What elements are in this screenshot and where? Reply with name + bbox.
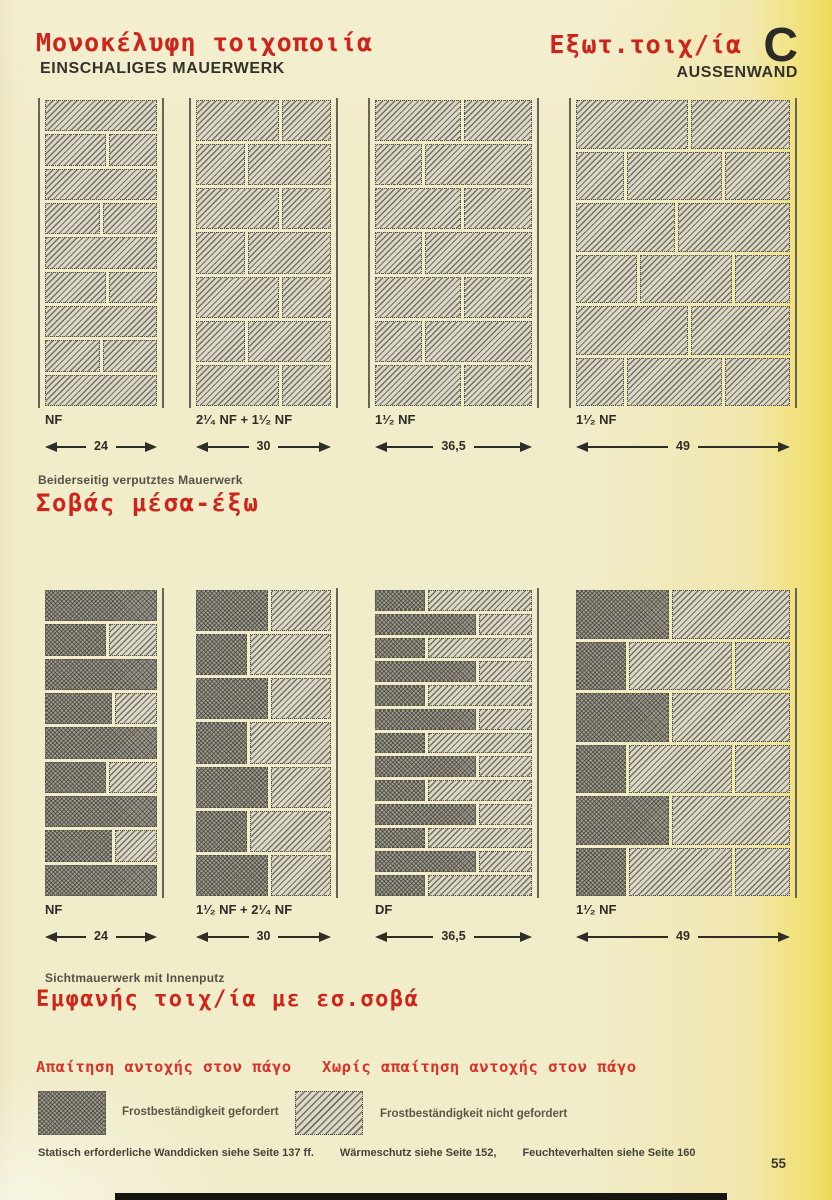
plaster-line-right	[336, 98, 338, 408]
dimension-line	[208, 936, 249, 938]
brick-course	[45, 100, 157, 131]
scan-edge-bar	[115, 1193, 727, 1200]
dimension-value: 30	[256, 929, 271, 943]
dimension-line	[116, 936, 145, 938]
dimension-line	[57, 446, 86, 448]
brick-frost-resistant	[45, 762, 106, 793]
dimension-value: 24	[94, 929, 108, 943]
dimension-line	[474, 936, 520, 938]
brick-frost-resistant	[375, 590, 425, 611]
brick-standard	[282, 277, 331, 318]
brick-standard	[725, 152, 790, 201]
dimension-value: 49	[676, 439, 690, 453]
plaster-line-left	[38, 98, 40, 408]
brick-frost-resistant	[576, 745, 626, 794]
brick-frost-resistant	[375, 614, 476, 635]
brick-course	[45, 693, 157, 724]
brick-standard	[109, 134, 157, 165]
wall-diagram-r1-nf	[45, 100, 157, 406]
brick-course	[576, 100, 790, 149]
caption-row1-german: Beiderseitig verputztes Mauerwerk	[38, 473, 243, 487]
brick-course	[576, 642, 790, 691]
wall-format-label: NF	[45, 412, 63, 427]
brick-course	[576, 306, 790, 355]
brick-course	[196, 144, 331, 185]
brick-standard	[629, 745, 732, 794]
brick-course	[375, 365, 532, 406]
brick-standard	[196, 100, 279, 141]
footer-reference-moisture: Feuchteverhalten siehe Seite 160	[522, 1147, 696, 1159]
brick-standard	[479, 804, 532, 825]
brick-course	[375, 590, 532, 611]
brick-standard	[375, 232, 422, 273]
brick-course	[45, 796, 157, 827]
brick-standard	[375, 188, 461, 229]
arrowhead-left-icon	[45, 932, 57, 942]
brick-standard	[672, 590, 790, 639]
brick-standard	[691, 306, 790, 355]
brick-frost-resistant	[45, 865, 157, 896]
brick-standard	[464, 188, 532, 229]
arrowhead-right-icon	[520, 442, 532, 452]
brick-course	[375, 614, 532, 635]
brick-standard	[45, 272, 106, 303]
brick-standard	[248, 321, 331, 362]
brick-frost-resistant	[196, 855, 268, 896]
brick-course	[196, 678, 331, 719]
footer-reference-thermal: Wärmeschutz siehe Seite 152,	[339, 1147, 497, 1159]
brick-course	[375, 709, 532, 730]
brick-frost-resistant	[196, 678, 268, 719]
brick-standard	[629, 642, 732, 691]
section-letter: C	[763, 19, 798, 72]
dimension-arrow	[196, 440, 331, 454]
brick-frost-resistant	[375, 804, 476, 825]
brick-standard	[196, 365, 279, 406]
wall-format-label: 2¹⁄₄ NF + 1¹⁄₂ NF	[196, 412, 293, 427]
brick-frost-resistant	[196, 634, 247, 675]
dimension-value: 49	[676, 929, 690, 943]
brick-standard	[672, 796, 790, 845]
brick-standard	[248, 232, 331, 273]
dimension-line	[588, 446, 668, 448]
dimension-value: 36,5	[441, 929, 466, 943]
plaster-line-left	[569, 98, 571, 408]
arrowhead-right-icon	[778, 442, 790, 452]
brick-standard	[576, 100, 688, 149]
brick-course	[576, 796, 790, 845]
brick-frost-resistant	[196, 767, 268, 808]
plaster-line-right	[795, 98, 797, 408]
wall-format-label: 1¹⁄₂ NF	[375, 412, 416, 427]
brick-course	[576, 255, 790, 304]
brick-standard	[375, 277, 461, 318]
brick-standard	[282, 100, 331, 141]
brick-standard	[250, 634, 331, 675]
arrowhead-right-icon	[319, 932, 331, 942]
brick-standard	[375, 321, 422, 362]
brick-standard	[576, 203, 675, 252]
page-title-german: EINSCHALIGES MAUERWERK	[40, 60, 285, 77]
brick-course	[45, 624, 157, 655]
dimension-arrow	[576, 930, 790, 944]
brick-frost-resistant	[375, 780, 425, 801]
brick-frost-resistant	[45, 727, 157, 758]
brick-frost-resistant	[375, 875, 425, 896]
brick-standard	[464, 365, 532, 406]
dimension-line	[278, 446, 319, 448]
brick-course	[375, 277, 532, 318]
brick-standard	[678, 203, 790, 252]
brick-course	[375, 321, 532, 362]
plaster-line-right	[795, 588, 797, 898]
brick-standard	[271, 590, 331, 631]
wall-diagram-r2-15nf-a	[196, 590, 331, 896]
brick-standard	[250, 811, 331, 852]
brick-course	[576, 693, 790, 742]
brick-frost-resistant	[375, 709, 476, 730]
brick-standard	[576, 306, 688, 355]
brick-standard	[464, 277, 532, 318]
brick-course	[196, 722, 331, 763]
brick-standard	[479, 756, 532, 777]
brick-course	[576, 590, 790, 639]
brick-course	[196, 232, 331, 273]
brick-standard	[282, 365, 331, 406]
brick-standard	[640, 255, 733, 304]
plaster-line-right	[162, 98, 164, 408]
dimension-line	[116, 446, 145, 448]
brick-standard	[375, 365, 461, 406]
brick-standard	[425, 321, 532, 362]
brick-course	[45, 762, 157, 793]
brick-frost-resistant	[375, 828, 425, 849]
brick-course	[45, 169, 157, 200]
brick-course	[45, 830, 157, 861]
brick-course	[45, 134, 157, 165]
brick-standard	[428, 638, 532, 659]
frost-not-required-swatch	[295, 1091, 363, 1135]
brick-course	[45, 659, 157, 690]
dimension-line	[474, 446, 520, 448]
brick-course	[375, 638, 532, 659]
arrowhead-right-icon	[319, 442, 331, 452]
brick-standard	[196, 321, 245, 362]
brick-standard	[375, 144, 422, 185]
brick-course	[576, 152, 790, 201]
brick-frost-resistant	[375, 851, 476, 872]
brick-standard	[479, 851, 532, 872]
brick-standard	[725, 358, 790, 407]
plaster-line-right	[162, 588, 164, 898]
plaster-line-left	[368, 98, 370, 408]
brick-course	[45, 590, 157, 621]
wall-diagram-r1-15nf-a	[375, 100, 532, 406]
brick-frost-resistant	[45, 796, 157, 827]
wall-format-label: DF	[375, 902, 393, 917]
brick-standard	[375, 100, 461, 141]
brick-course	[196, 100, 331, 141]
brick-course	[375, 875, 532, 896]
brick-standard	[250, 722, 331, 763]
brick-standard	[109, 272, 157, 303]
dimension-line	[698, 446, 778, 448]
brick-standard	[196, 232, 245, 273]
header-right-title-german: AUSSENWAND	[676, 64, 798, 81]
brick-standard	[735, 745, 790, 794]
brick-standard	[115, 693, 157, 724]
arrowhead-left-icon	[375, 442, 387, 452]
brick-course	[45, 375, 157, 406]
brick-standard	[428, 828, 532, 849]
brick-standard	[479, 614, 532, 635]
brick-standard	[271, 678, 331, 719]
brick-standard	[196, 188, 279, 229]
brick-standard	[464, 100, 532, 141]
caption-row2-german: Sichtmauerwerk mit Innenputz	[45, 971, 225, 985]
brick-frost-resistant	[196, 722, 247, 763]
brick-standard	[576, 152, 624, 201]
brick-frost-resistant	[45, 624, 106, 655]
brick-standard	[45, 340, 100, 371]
dimension-line	[57, 936, 86, 938]
brick-standard	[629, 848, 732, 897]
brick-standard	[428, 685, 532, 706]
legend-header-frost-not-required: Χωρίς απαίτηση αντοχής στον πάγο	[322, 1058, 637, 1076]
brick-course	[375, 144, 532, 185]
wall-diagram-r2-df	[375, 590, 532, 896]
brick-standard	[271, 855, 331, 896]
wall-diagram-r1-15nf-b	[576, 100, 790, 406]
arrowhead-right-icon	[145, 442, 157, 452]
dimension-arrow	[375, 930, 532, 944]
plaster-line-right	[537, 588, 539, 898]
brick-frost-resistant	[375, 756, 476, 777]
brick-standard	[45, 203, 100, 234]
wall-diagram-r2-nf	[45, 590, 157, 896]
plaster-line-right	[336, 588, 338, 898]
arrowhead-right-icon	[778, 932, 790, 942]
arrowhead-left-icon	[576, 442, 588, 452]
brick-frost-resistant	[45, 590, 157, 621]
brick-standard	[627, 152, 722, 201]
arrowhead-left-icon	[196, 442, 208, 452]
brick-frost-resistant	[45, 659, 157, 690]
brick-frost-resistant	[45, 693, 112, 724]
brick-frost-resistant	[196, 590, 268, 631]
brick-standard	[45, 100, 157, 131]
brick-course	[196, 365, 331, 406]
wall-diagram-r2-15nf-b	[576, 590, 790, 896]
arrowhead-left-icon	[196, 932, 208, 942]
brick-standard	[735, 848, 790, 897]
brick-standard	[109, 762, 157, 793]
caption-row1-greek: Σοβάς μέσα-έξω	[36, 489, 260, 517]
plaster-line-right	[537, 98, 539, 408]
brick-frost-resistant	[375, 638, 425, 659]
brick-standard	[45, 169, 157, 200]
frost-required-swatch	[38, 1091, 106, 1135]
arrowhead-right-icon	[145, 932, 157, 942]
brick-course	[375, 661, 532, 682]
brick-standard	[672, 693, 790, 742]
brick-course	[375, 685, 532, 706]
dimension-line	[208, 446, 249, 448]
dimension-arrow	[576, 440, 790, 454]
brick-standard	[576, 255, 637, 304]
dimension-arrow	[375, 440, 532, 454]
brick-course	[45, 727, 157, 758]
brick-standard	[196, 277, 279, 318]
brick-frost-resistant	[196, 811, 247, 852]
brick-course	[576, 745, 790, 794]
brick-course	[375, 804, 532, 825]
brick-course	[45, 237, 157, 268]
brick-course	[45, 865, 157, 896]
brick-course	[45, 272, 157, 303]
legend-label-frost-not-required: Frostbeständigkeit nicht gefordert	[380, 1108, 568, 1120]
wall-format-label: 1¹⁄₂ NF	[576, 902, 617, 917]
brick-standard	[248, 144, 331, 185]
brick-frost-resistant	[576, 796, 669, 845]
brick-standard	[45, 134, 106, 165]
dimension-line	[698, 936, 778, 938]
brick-standard	[735, 642, 790, 691]
brick-course	[196, 634, 331, 675]
legend-label-frost-required: Frostbeständigkeit gefordert	[122, 1106, 279, 1118]
brick-standard	[196, 144, 245, 185]
arrowhead-right-icon	[520, 932, 532, 942]
brick-frost-resistant	[576, 590, 669, 639]
brick-frost-resistant	[576, 848, 626, 897]
brick-course	[375, 733, 532, 754]
dimension-value: 36,5	[441, 439, 466, 453]
brick-frost-resistant	[375, 733, 425, 754]
brick-standard	[115, 830, 157, 861]
brick-course	[576, 203, 790, 252]
arrowhead-left-icon	[45, 442, 57, 452]
brick-frost-resistant	[375, 661, 476, 682]
page-number: 55	[771, 1156, 787, 1171]
brick-standard	[425, 232, 532, 273]
brick-standard	[45, 237, 157, 268]
brick-course	[196, 767, 331, 808]
brick-course	[375, 100, 532, 141]
brick-course	[45, 306, 157, 337]
brick-course	[375, 232, 532, 273]
brick-course	[196, 277, 331, 318]
dimension-arrow	[45, 440, 157, 454]
brick-standard	[627, 358, 722, 407]
brick-standard	[103, 340, 158, 371]
brick-standard	[428, 733, 532, 754]
brick-course	[45, 340, 157, 371]
brick-course	[196, 188, 331, 229]
arrowhead-left-icon	[576, 932, 588, 942]
brick-standard	[428, 780, 532, 801]
brick-standard	[479, 661, 532, 682]
arrowhead-left-icon	[375, 932, 387, 942]
brick-standard	[428, 590, 532, 611]
brick-course	[576, 358, 790, 407]
brick-standard	[428, 875, 532, 896]
dimension-arrow	[45, 930, 157, 944]
brick-standard	[109, 624, 157, 655]
dimension-value: 24	[94, 439, 108, 453]
footer-references	[38, 1147, 721, 1159]
caption-row2-greek: Εμφανής τοιχ/ία με εσ.σοβά	[36, 987, 420, 1012]
brick-standard	[271, 767, 331, 808]
brick-standard	[282, 188, 331, 229]
brick-standard	[45, 306, 157, 337]
brick-standard	[425, 144, 532, 185]
brick-standard	[45, 375, 157, 406]
brick-course	[196, 321, 331, 362]
footer-reference-static: Statisch erforderliche Wanddicken siehe Seite 137 ff.	[38, 1147, 314, 1159]
wall-diagram-r1-2nf	[196, 100, 331, 406]
dimension-line	[588, 936, 668, 938]
dimension-line	[387, 446, 433, 448]
brick-standard	[479, 709, 532, 730]
brick-course	[375, 780, 532, 801]
legend-header-frost-required: Απαίτηση αντοχής στον πάγο	[36, 1058, 292, 1076]
dimension-line	[278, 936, 319, 938]
plaster-line-left	[189, 98, 191, 408]
brick-course	[196, 811, 331, 852]
brick-frost-resistant	[45, 830, 112, 861]
brick-course	[196, 855, 331, 896]
dimension-arrow	[196, 930, 331, 944]
brick-standard	[103, 203, 158, 234]
brick-course	[375, 756, 532, 777]
brick-frost-resistant	[576, 693, 669, 742]
wall-format-label: 1¹⁄₂ NF + 2¹⁄₄ NF	[196, 902, 293, 917]
wall-format-label: NF	[45, 902, 63, 917]
brick-standard	[691, 100, 790, 149]
header-right-title-greek: Εξωτ.τοιχ/ία	[549, 30, 742, 59]
brick-frost-resistant	[576, 642, 626, 691]
dimension-line	[387, 936, 433, 938]
brick-course	[375, 851, 532, 872]
brick-course	[576, 848, 790, 897]
brick-course	[375, 188, 532, 229]
brick-standard	[576, 358, 624, 407]
brick-course	[375, 828, 532, 849]
wall-format-label: 1¹⁄₂ NF	[576, 412, 617, 427]
brick-frost-resistant	[375, 685, 425, 706]
brick-standard	[735, 255, 790, 304]
brick-course	[45, 203, 157, 234]
brick-course	[196, 590, 331, 631]
dimension-value: 30	[256, 439, 271, 453]
page-title-greek: Μονοκέλυφη τοιχοποιία	[36, 28, 374, 57]
